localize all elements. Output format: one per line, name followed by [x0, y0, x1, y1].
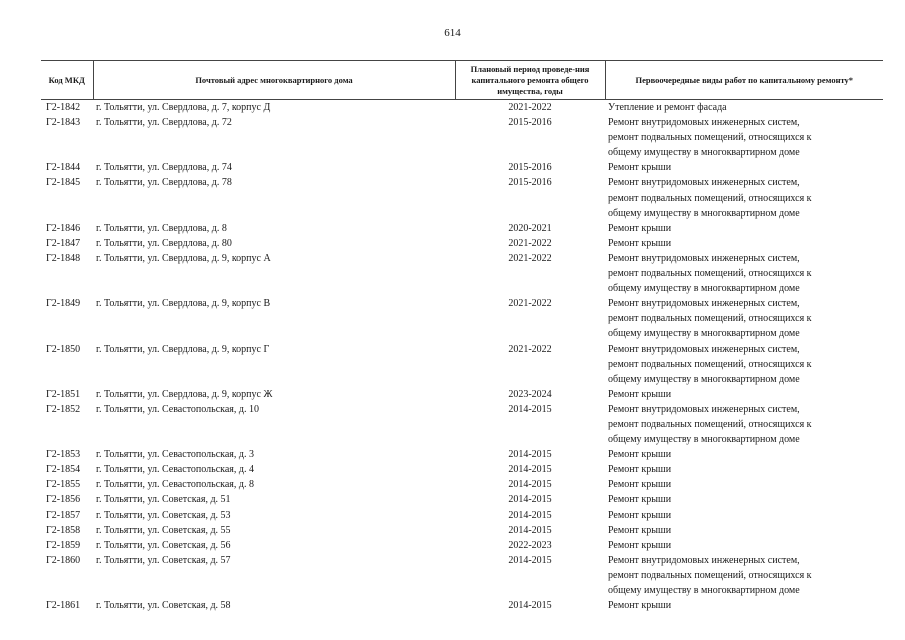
row-works: [605, 462, 883, 477]
table-row: [41, 462, 883, 477]
row-code: Г2-1861: [46, 600, 81, 612]
row-works: [605, 100, 883, 116]
works-line: общему имуществу в многоквартирном доме: [608, 328, 800, 340]
works-line: Ремонт крыши: [608, 222, 672, 234]
row-works: [605, 387, 883, 402]
table-row: [41, 553, 883, 598]
row-code: Г2-1852: [46, 403, 81, 415]
row-period: 2014-2015: [508, 449, 552, 461]
table-header: [41, 61, 883, 100]
row-period: 2014-2015: [508, 600, 552, 612]
table-row: [41, 236, 883, 251]
row-code: Г2-1844: [46, 162, 81, 174]
works-line: ремонт подвальных помещений, относящихся к: [608, 132, 812, 144]
works-line: Ремонт крыши: [608, 509, 672, 521]
header-address: Почтовый адрес многоквартирного дома: [93, 61, 455, 100]
header-works: Первоочередные виды работ по капитальному ремонту*: [605, 61, 883, 100]
works-line: Ремонт крыши: [608, 524, 672, 536]
row-address: г. Тольятти, ул. Севастопольская, д. 4: [96, 464, 254, 476]
works-line: общему имуществу в многоквартирном доме: [608, 147, 800, 159]
row-period: 2022-2023: [508, 539, 552, 551]
works-line: Ремонт крыши: [608, 600, 672, 612]
row-code: Г2-1858: [46, 524, 81, 536]
works-line: Ремонт крыши: [608, 162, 672, 174]
capital-repair-table: [41, 60, 883, 613]
row-address: г. Тольятти, ул. Свердлова, д. 9, корпус А: [96, 252, 271, 264]
table-row: [41, 447, 883, 462]
row-period: 2021-2022: [508, 343, 552, 355]
row-code: Г2-1842: [46, 102, 81, 113]
row-code: Г2-1859: [46, 539, 81, 551]
table-row: [41, 221, 883, 236]
row-period: 2015-2016: [508, 162, 552, 174]
row-code: Г2-1851: [46, 388, 81, 400]
table-row: [41, 115, 883, 160]
works-line: общему имуществу в многоквартирном доме: [608, 585, 800, 596]
row-period: 2014-2015: [508, 554, 552, 566]
row-address: г. Тольятти, ул. Советская, д. 53: [96, 509, 231, 521]
row-period: 2014-2015: [508, 524, 552, 536]
works-line: Ремонт внутридомовых инженерных систем,: [608, 554, 800, 566]
row-period: 2014-2015: [508, 464, 552, 476]
row-address: г. Тольятти, ул. Свердлова, д. 9, корпус Ж: [96, 388, 273, 400]
row-period: 2023-2024: [508, 388, 552, 400]
table-row: [41, 342, 883, 387]
works-line: ремонт подвальных помещений, относящихся к: [608, 192, 812, 204]
row-works: [605, 538, 883, 553]
row-address: г. Тольятти, ул. Свердлова, д. 7, корпус Д: [96, 102, 271, 113]
row-works: [605, 115, 883, 160]
works-line: Утепление и ремонт фасада: [608, 102, 727, 113]
table-row: [41, 538, 883, 553]
table-row: [41, 100, 883, 116]
row-address: г. Тольятти, ул. Свердлова, д. 80: [96, 237, 232, 249]
works-line: общему имуществу в многоквартирном доме: [608, 207, 800, 219]
row-address: г. Тольятти, ул. Севастопольская, д. 10: [96, 403, 259, 415]
table-row: [41, 160, 883, 175]
works-line: Ремонт внутридомовых инженерных систем,: [608, 403, 800, 415]
row-period: 2021-2022: [508, 237, 552, 249]
row-code: Г2-1854: [46, 464, 81, 476]
row-code: Г2-1843: [46, 117, 81, 129]
row-address: г. Тольятти, ул. Советская, д. 51: [96, 494, 231, 506]
row-address: г. Тольятти, ул. Советская, д. 55: [96, 524, 231, 536]
works-line: Ремонт крыши: [608, 464, 672, 476]
table-row: [41, 523, 883, 538]
row-code: Г2-1849: [46, 298, 81, 310]
row-works: [605, 402, 883, 447]
works-line: ремонт подвальных помещений, относящихся к: [608, 313, 812, 325]
row-code: Г2-1856: [46, 494, 81, 506]
row-works: [605, 175, 883, 220]
row-works: [605, 251, 883, 296]
table-row: [41, 598, 883, 613]
row-period: 2014-2015: [508, 403, 552, 415]
row-period: 2020-2021: [508, 222, 552, 234]
table-row: [41, 402, 883, 447]
row-works: [605, 598, 883, 613]
row-period: 2014-2015: [508, 494, 552, 506]
works-line: Ремонт внутридомовых инженерных систем,: [608, 343, 800, 355]
row-code: Г2-1855: [46, 479, 81, 491]
row-works: [605, 221, 883, 236]
page-number: 614: [444, 27, 461, 39]
table-row: [41, 175, 883, 220]
row-code: Г2-1857: [46, 509, 81, 521]
works-line: общему имуществу в многоквартирном доме: [608, 434, 800, 446]
table-row: [41, 251, 883, 296]
row-period: 2014-2015: [508, 479, 552, 491]
row-period: 2021-2022: [508, 298, 552, 310]
row-works: [605, 447, 883, 462]
row-works: [605, 342, 883, 387]
works-line: Ремонт крыши: [608, 449, 672, 461]
row-address: г. Тольятти, ул. Свердлова, д. 72: [96, 117, 232, 129]
works-line: общему имуществу в многоквартирном доме: [608, 373, 800, 385]
row-works: [605, 492, 883, 507]
works-line: Ремонт крыши: [608, 539, 672, 551]
header-code: Код МКД: [41, 61, 93, 100]
row-works: [605, 523, 883, 538]
row-code: Г2-1847: [46, 237, 81, 249]
row-code: Г2-1846: [46, 222, 81, 234]
row-address: г. Тольятти, ул. Севастопольская, д. 3: [96, 449, 254, 461]
table-row: [41, 508, 883, 523]
works-line: ремонт подвальных помещений, относящихся к: [608, 358, 812, 370]
row-address: г. Тольятти, ул. Свердлова, д. 9, корпус Г: [96, 343, 270, 355]
row-works: [605, 296, 883, 341]
row-address: г. Тольятти, ул. Советская, д. 57: [96, 554, 231, 566]
row-address: г. Тольятти, ул. Свердлова, д. 74: [96, 162, 232, 174]
row-works: [605, 160, 883, 175]
works-line: ремонт подвальных помещений, относящихся к: [608, 418, 812, 430]
works-line: Ремонт внутридомовых инженерных систем,: [608, 252, 800, 264]
row-code: Г2-1860: [46, 554, 81, 566]
table-row: [41, 387, 883, 402]
row-works: [605, 508, 883, 523]
row-code: Г2-1848: [46, 252, 81, 264]
row-address: г. Тольятти, ул. Свердлова, д. 78: [96, 177, 232, 189]
row-period: 2015-2016: [508, 117, 552, 129]
works-line: Ремонт внутридомовых инженерных систем,: [608, 117, 800, 129]
table-body: [41, 100, 883, 614]
row-address: г. Тольятти, ул. Советская, д. 58: [96, 600, 231, 612]
works-line: Ремонт внутридомовых инженерных систем,: [608, 177, 800, 189]
row-code: Г2-1850: [46, 343, 81, 355]
row-address: г. Тольятти, ул. Севастопольская, д. 8: [96, 479, 254, 491]
works-line: ремонт подвальных помещений, относящихся к: [608, 569, 812, 581]
header-period: Плановый период проведе-ния капитального ремонта общего имущества, годы: [455, 61, 605, 100]
row-works: [605, 553, 883, 598]
table-row: [41, 296, 883, 341]
works-line: Ремонт крыши: [608, 479, 672, 491]
row-address: г. Тольятти, ул. Свердлова, д. 8: [96, 222, 227, 234]
row-code: Г2-1853: [46, 449, 81, 461]
row-period: 2014-2015: [508, 509, 552, 521]
row-period: 2021-2022: [508, 102, 552, 113]
works-line: Ремонт крыши: [608, 494, 672, 506]
row-works: [605, 477, 883, 492]
row-period: 2015-2016: [508, 177, 552, 189]
works-line: Ремонт крыши: [608, 237, 672, 249]
works-line: ремонт подвальных помещений, относящихся к: [608, 268, 812, 280]
row-period: 2021-2022: [508, 252, 552, 264]
row-address: г. Тольятти, ул. Советская, д. 56: [96, 539, 231, 551]
row-code: Г2-1845: [46, 177, 81, 189]
works-line: Ремонт крыши: [608, 388, 672, 400]
works-line: общему имуществу в многоквартирном доме: [608, 283, 800, 295]
table-row: [41, 492, 883, 507]
row-works: [605, 236, 883, 251]
row-address: г. Тольятти, ул. Свердлова, д. 9, корпус В: [96, 298, 271, 310]
works-line: Ремонт внутридомовых инженерных систем,: [608, 298, 800, 310]
table-row: [41, 477, 883, 492]
